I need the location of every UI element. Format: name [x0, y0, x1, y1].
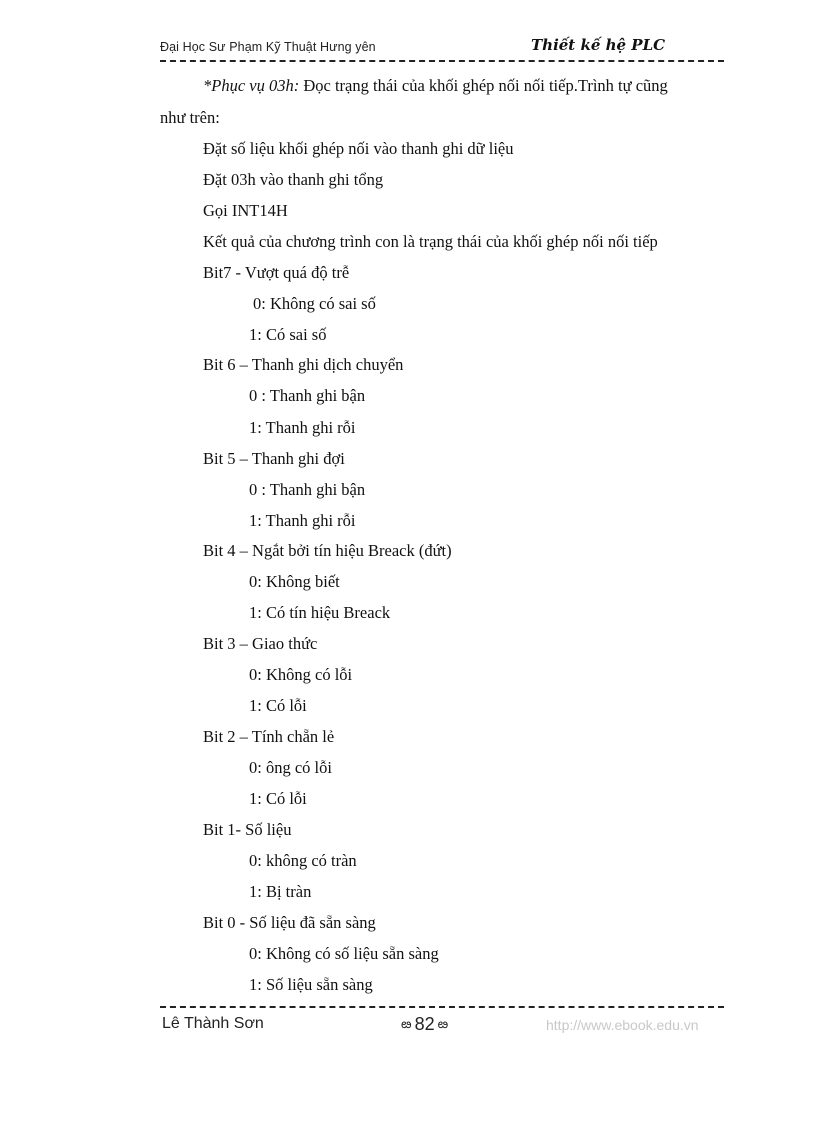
bit-value: 0: Không có sai số — [253, 294, 376, 313]
page-number: 82 — [414, 1014, 435, 1034]
bit-value: 0 : Thanh ghi bận — [249, 386, 366, 405]
header-divider — [160, 60, 724, 62]
ornament-right-icon: ఴ — [437, 1015, 449, 1031]
bit-value: 0: ông có lỗi — [249, 758, 332, 777]
header-institution: Đại Học Sư Phạm Kỹ Thuật Hưng yên — [160, 40, 376, 54]
bit-heading: Bit 6 – Thanh ghi dịch chuyển — [203, 355, 404, 374]
bit-value: 1: Có lỗi — [249, 789, 307, 808]
bit-heading: Bit 4 – Ngắt bởi tín hiệu Breack (đứt) — [203, 541, 452, 560]
bit-heading: Bit7 - Vượt quá độ trễ — [203, 263, 350, 282]
header-title: Thiết kế hệ PLC — [531, 36, 666, 54]
bit-value: 1: Số liệu sẵn sàng — [249, 975, 373, 994]
bit-value: 1: Có sai số — [249, 325, 327, 344]
bit-heading: Bit 0 - Số liệu đã sẵn sàng — [203, 913, 376, 932]
bit-value: 1: Có lỗi — [249, 696, 307, 715]
bit-heading: Bit 3 – Giao thức — [203, 634, 318, 653]
footer-website-link[interactable]: http://www.ebook.edu.vn — [546, 1017, 699, 1033]
bit-value: 1: Thanh ghi rỗi — [249, 418, 356, 437]
text-line: Đặt 03h vào thanh ghi tổng — [203, 170, 384, 189]
bit-value: 1: Bị tràn — [249, 882, 312, 901]
bit-value: 0: Không biết — [249, 572, 340, 591]
footer-page-number-group — [398, 1014, 451, 1035]
text-line: Gọi INT14H — [203, 201, 288, 220]
paragraph-first-line — [203, 76, 668, 96]
bit-value: 0: Không có số liệu sẵn sàng — [249, 944, 439, 963]
text-line: Kết quả của chương trình con là trạng thái của khối ghép nối nối tiếp — [203, 232, 658, 251]
bit-heading: Bit 5 – Thanh ghi đợi — [203, 449, 345, 468]
bit-value: 0: không có tràn — [249, 851, 357, 870]
bit-heading: Bit 2 – Tính chẵn lẻ — [203, 727, 335, 746]
bit-value: 0: Không có lỗi — [249, 665, 353, 684]
footer-divider — [160, 1006, 724, 1008]
text-line: như trên: — [160, 108, 220, 127]
text-line: Đặt số liệu khối ghép nối vào thanh ghi dữ liệu — [203, 139, 514, 158]
service-description: Đọc trạng thái của khối ghép nối nối tiếp.Trình tự cũng — [299, 76, 668, 95]
bit-heading: Bit 1- Số liệu — [203, 820, 292, 839]
bit-value: 1: Có tín hiệu Breack — [249, 603, 391, 622]
ornament-left-icon: ఴ — [401, 1015, 412, 1031]
bit-value: 1: Thanh ghi rỗi — [249, 511, 356, 530]
service-label: *Phục vụ 03h: — [203, 76, 300, 95]
footer-author: Lê Thành Sơn — [162, 1015, 264, 1032]
bit-value: 0 : Thanh ghi bận — [249, 480, 366, 499]
